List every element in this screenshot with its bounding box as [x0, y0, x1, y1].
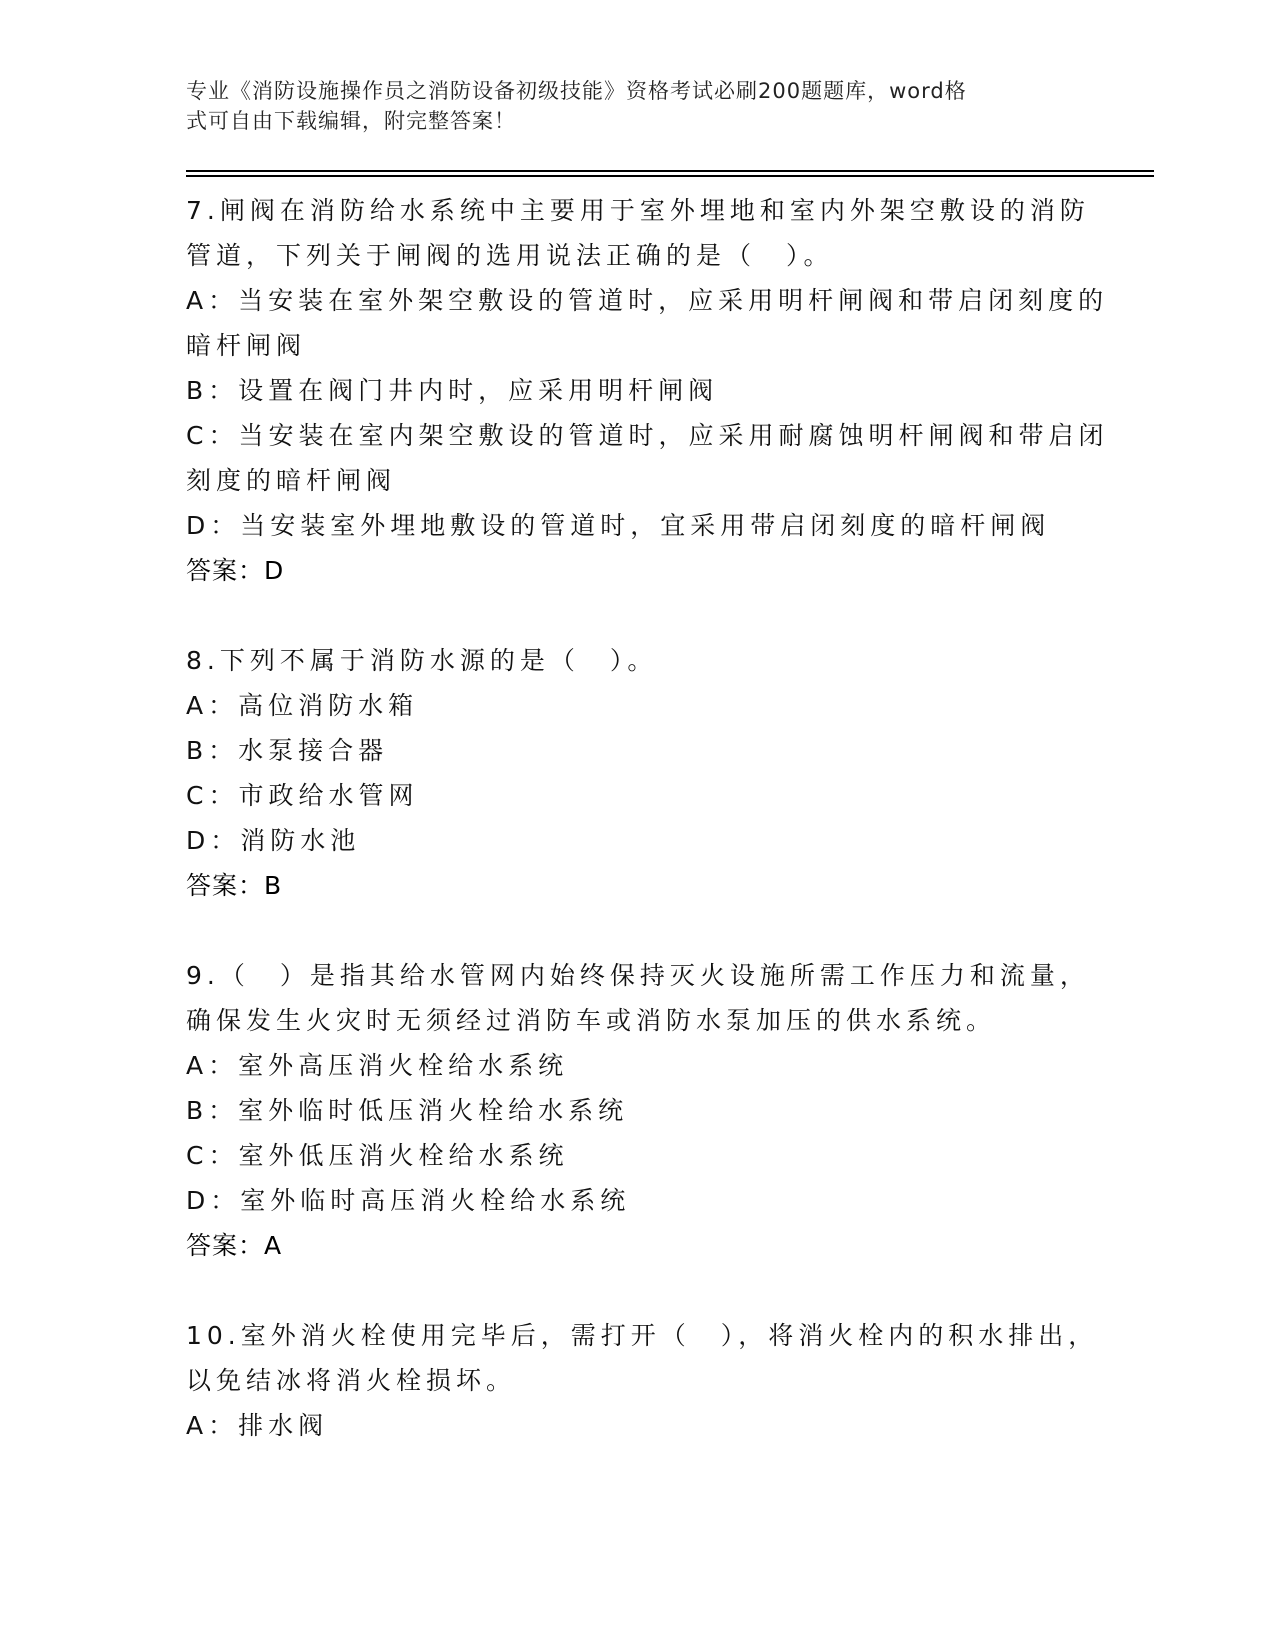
option-d: D：室外临时高压消火栓给水系统	[186, 1186, 631, 1215]
question-block	[186, 638, 1086, 908]
option-c: C：室外低压消火栓给水系统	[186, 1141, 569, 1170]
question-block	[186, 953, 1090, 1268]
option-a: A：高位消防水箱	[186, 691, 419, 720]
header-divider-bottom	[186, 175, 1154, 177]
question-text: 以免结冰将消火栓损坏。	[186, 1366, 517, 1395]
option-b: B：水泵接合器	[186, 736, 389, 765]
answer-label: 答案：B	[186, 871, 283, 900]
question-block	[186, 188, 1109, 593]
option-a: A：当安装在室外架空敷设的管道时，应采用明杆闸阀和带启闭刻度的	[186, 286, 1109, 315]
question-text: 8.下列不属于消防水源的是（ ）。	[186, 646, 658, 675]
spacer	[186, 908, 1086, 953]
spacer	[186, 593, 1086, 638]
question-text: 确保发生火灾时无须经过消防车或消防水泵加压的供水系统。	[186, 1006, 997, 1035]
header-line: 专业《消防设施操作员之消防设备初级技能》资格考试必刷200题题库，word格	[186, 79, 967, 103]
header-line: 式可自由下载编辑，附完整答案！	[186, 109, 516, 133]
question-text: 7.闸阀在消防给水系统中主要用于室外埋地和室内外架空敷设的消防	[186, 196, 1090, 225]
document-header	[186, 76, 1066, 136]
option-b: B：设置在阀门井内时，应采用明杆闸阀	[186, 376, 719, 405]
question-text: 管道，下列关于闸阀的选用说法正确的是（ ）。	[186, 241, 834, 270]
option-d: D：当安装室外埋地敷设的管道时，宜采用带启闭刻度的暗杆闸阀	[186, 511, 1051, 540]
question-text: 9.（ ）是指其给水管网内始终保持灭火设施所需工作压力和流量，	[186, 961, 1090, 990]
answer-label: 答案：A	[186, 1231, 283, 1260]
option-d: D：消防水池	[186, 826, 361, 855]
option-c: C：当安装在室内架空敷设的管道时，应采用耐腐蚀明杆闸阀和带启闭	[186, 421, 1109, 450]
option-b: B：室外临时低压消火栓给水系统	[186, 1096, 629, 1125]
question-text: 10.室外消火栓使用完毕后，需打开（ ），将消火栓内的积水排出，	[186, 1321, 1099, 1350]
option-a-cont: 暗杆闸阀	[186, 331, 307, 360]
option-c: C：市政给水管网	[186, 781, 419, 810]
header-divider-top	[186, 170, 1154, 172]
question-block	[186, 1313, 1099, 1448]
option-a: A：排水阀	[186, 1411, 329, 1440]
question-list	[186, 188, 1109, 1448]
answer-label: 答案：D	[186, 556, 285, 585]
option-a: A：室外高压消火栓给水系统	[186, 1051, 569, 1080]
spacer	[186, 1268, 1086, 1313]
option-c-cont: 刻度的暗杆闸阀	[186, 466, 397, 495]
